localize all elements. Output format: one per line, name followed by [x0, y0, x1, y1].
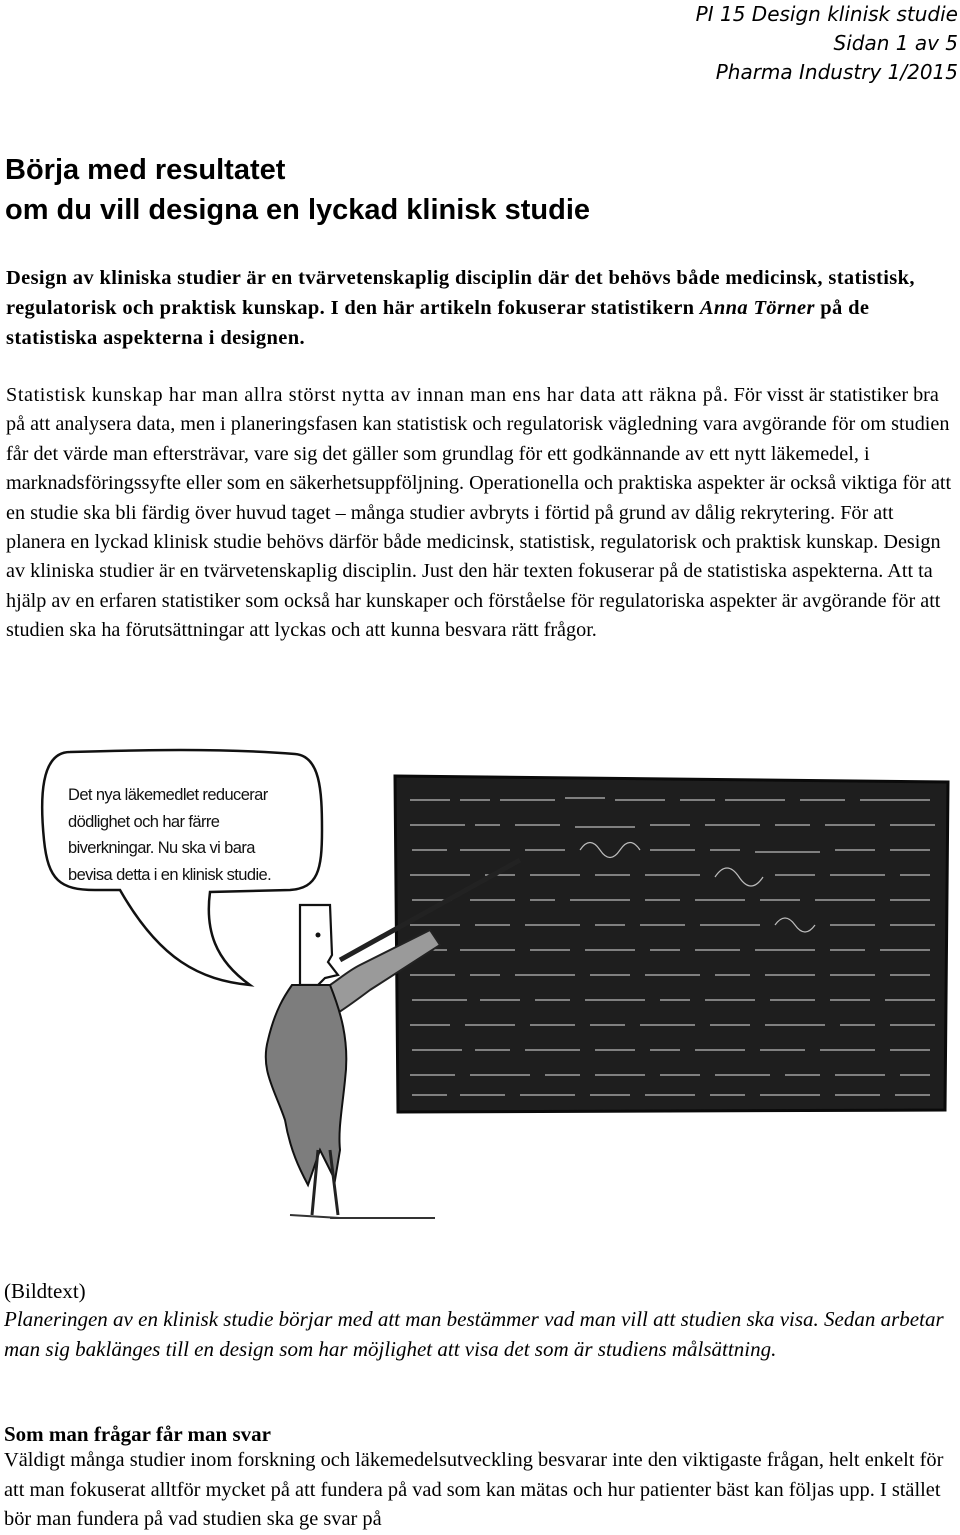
- author-name: Anna Törner: [699, 297, 815, 319]
- body-paragraph: [6, 381, 956, 646]
- section-heading: Som man frågar får man svar: [4, 1422, 271, 1446]
- article-title: [5, 150, 590, 230]
- body-rest: För visst är statistiker bra på att analysera data, men i planeringsfasen kan statistisk och regulatorisk vägledning vara avgörande för om studien får det värde man eftersträvar, vare sig det gäller som grundlag för ett godkännande av ett nytt läkemedel, i marknadsföringssyfte eller som en säkerhetsuppföljning. Operationella och praktiska aspekter är också viktiga för att en studie ska bli färdig över huvud taget – många studier avbryts i förtid på grund av dålig rekrytering. För att planera en lyckad klinisk studie behövs därför både medicinsk, statistisk, regulatorisk och praktisk kunskap. Design av kliniska studier är en tvärvetenskaplig disciplin. Just den här texten fokuserar på de statistiska aspekterna. Att ta hjälp av en erfaren statistiker som också har kunskaper och förståelse för regulatoriska aspekter är avgörande för att studien ska ha förutsättningar att lyckas och att kunna besvara rätt frågor.: [6, 384, 952, 642]
- title-line-1: Börja med resultatet: [5, 154, 286, 186]
- speech-line-1: Det nya läkemedlet reducerar: [68, 786, 268, 804]
- title-line-2: om du vill designa en lyckad klinisk studie: [5, 194, 591, 226]
- speech-bubble-text: [68, 782, 308, 888]
- header-doc-title: PI 15 Design klinisk studie: [695, 2, 958, 26]
- header-publication: Pharma Industry 1/2015: [715, 60, 958, 84]
- lead-text-start: Design av kliniska studier är en tvärvetenskaplig disciplin där det behövs både medicinsk, statistisk, regulatorisk och praktisk kunskap. I den här artikeln fokuserar statistikern: [6, 267, 915, 319]
- speech-line-4: bevisa detta i en klinisk studie.: [68, 865, 272, 884]
- header-page-number: Sidan 1 av 5: [833, 31, 958, 55]
- caption-label: (Bildtext): [4, 1279, 86, 1303]
- lead-text-end: på de statistiska aspekterna i designen.: [6, 297, 870, 349]
- article-lead: [6, 263, 956, 353]
- image-caption: Planeringen av en klinisk studie börjar med att man bestämmer vad man vill att studien ska visa. Sedan arbetar man sig baklänges till en design som har möjlighet att visa det som är studiens målsättning.: [4, 1307, 944, 1361]
- section-paragraph: Väldigt många studier inom forskning och läkemedelsutveckling besvarar inte den viktigaste frågan, helt enkelt för att man fokuserat alltför mycket på att fundera på vad som kan mätas och hur patienter bäst kan följas upp. I stället bör man fundera på vad studien ska ge svar på: [4, 1449, 944, 1530]
- figure-head: [300, 905, 338, 985]
- page-header: [696, 0, 958, 87]
- body-first-sentence: Statistisk kunskap har man allra störst nytta av innan man ens har data att räkna på.: [6, 384, 729, 406]
- speech-line-2: dödlighet och har färre: [68, 812, 220, 831]
- blackboard: [395, 776, 948, 1112]
- figure-body: [266, 985, 347, 1185]
- speech-line-3: biverkningar. Nu ska vi bara: [68, 839, 255, 857]
